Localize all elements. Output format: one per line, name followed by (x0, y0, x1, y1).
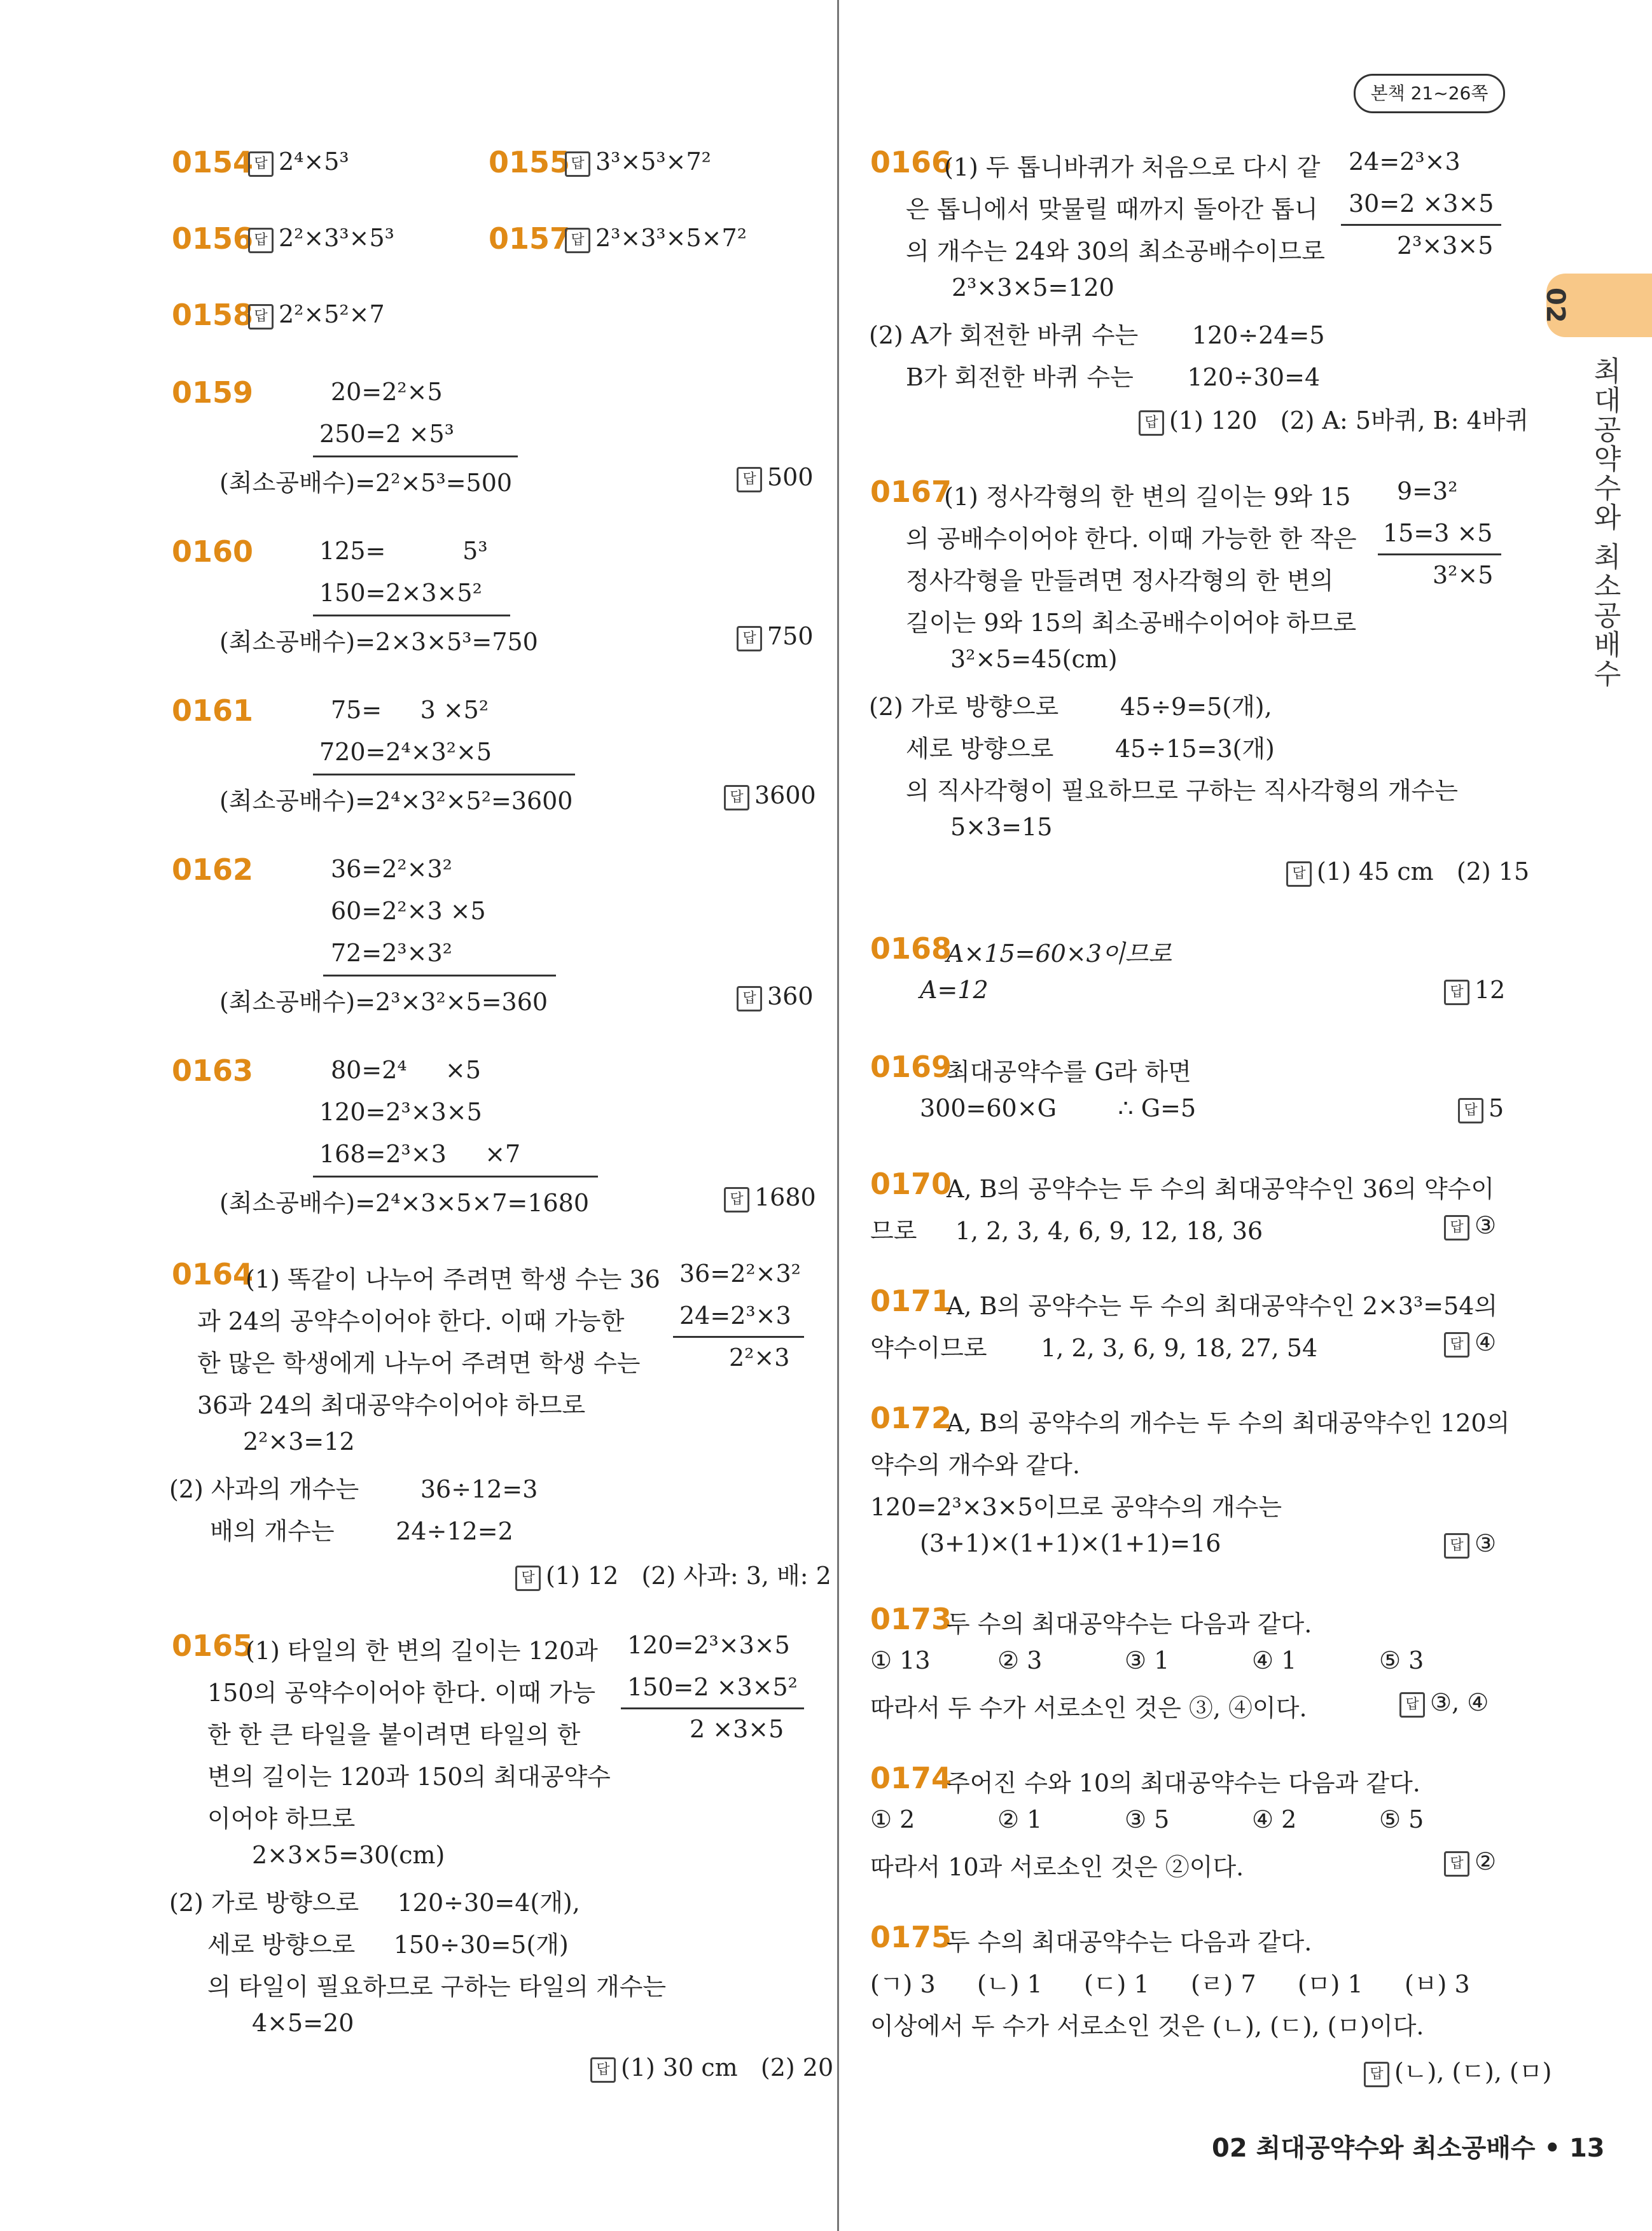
solution-text: 과 24의 공약수이어야 한다. 이때 가능한 (197, 1307, 625, 1335)
factor-line: 36=2²×3² (331, 855, 452, 883)
rule-line (313, 455, 518, 457)
solution-text: (1) 타일의 한 변의 길이는 120과 (246, 1637, 598, 1665)
answer-icon: 답 (1444, 1332, 1469, 1358)
solution-text: 150의 공약수이어야 한다. 이때 가능 (207, 1679, 596, 1707)
solution-text: 의 개수는 24와 30의 최소공배수이므로 (906, 237, 1325, 265)
answer-text: 2²×3³×5³ (279, 224, 394, 252)
option-item: ① 13 (870, 1646, 931, 1674)
answer-icon: 답 (1399, 1692, 1425, 1718)
answer-line (737, 982, 814, 1011)
rule-line (313, 774, 575, 775)
problem-number: 0163 (172, 1053, 254, 1088)
answer-text: 360 (767, 982, 814, 1010)
answer-text: (1) 45 cm (2) 15 (1317, 858, 1530, 886)
factor-line: 720=2⁴×3²×5 (319, 738, 492, 766)
solution-text: 의 타일이 필요하므로 구하는 타일의 개수는 (207, 1973, 667, 2001)
solution-text: 약수의 개수와 같다. (870, 1451, 1080, 1479)
option-item: ④ 2 (1252, 1805, 1297, 1833)
chapter-tab-title: 최대공약수와 최소공배수 (1588, 356, 1621, 688)
result-line: (최소공배수)=2×3×5³=750 (219, 628, 538, 656)
solution-text: A=12 (920, 976, 989, 1004)
answer-text: 3600 (754, 781, 816, 809)
answer-line (1444, 1211, 1496, 1241)
solution-text: 배의 개수는 24÷12=2 (210, 1517, 513, 1545)
answer-line (248, 224, 394, 253)
answer-text: 2³×3³×5×7² (595, 224, 747, 252)
solution-text: 의 공배수이어야 한다. 이때 가능한 한 작은 (906, 525, 1357, 553)
answer-icon: 답 (724, 785, 749, 810)
factor-line: 60=2²×3 ×5 (331, 897, 486, 925)
solution-text: (2) A가 회전한 바퀴 수는 120÷24=5 (869, 321, 1325, 349)
answer-text: (1) 120 (2) A: 5바퀴, B: 4바퀴 (1169, 407, 1529, 434)
solution-text: 최대공약수를 G라 하면 (947, 1058, 1191, 1086)
solution-text: B가 회전한 바퀴 수는 120÷30=4 (906, 363, 1321, 391)
solution-text: 길이는 9와 15의 최소공배수이어야 하므로 (906, 609, 1357, 637)
answer-icon: 답 (565, 151, 590, 177)
answer-icon: 답 (737, 467, 762, 492)
problem-number: 0175 (870, 1920, 952, 1954)
page-footer: 02 최대공약수와 최소공배수 • 13 (1212, 2134, 1605, 2163)
solution-text: 36과 24의 최대공약수이어야 하므로 (197, 1391, 586, 1419)
solution-text: 한 많은 학생에게 나누어 주려면 학생 수는 (197, 1349, 641, 1377)
answer-icon: 답 (724, 1187, 749, 1213)
solution-text: 2³×3×5=120 (952, 274, 1114, 302)
solution-text: 은 톱니에서 맞물릴 때까지 돌아간 톱니 (906, 195, 1318, 223)
factor-line: 30=2 ×3×5 (1349, 190, 1494, 218)
answer-icon: 답 (1444, 1533, 1469, 1559)
problem-number: 0167 (870, 475, 952, 509)
solution-text: 이어야 하므로 (207, 1805, 356, 1833)
option-item: ⑤ 5 (1379, 1805, 1424, 1833)
answer-line (248, 148, 349, 177)
option-item: ① 2 (870, 1805, 915, 1833)
answer-text: ② (1475, 1847, 1497, 1875)
answer-text: 2⁴×5³ (279, 148, 349, 176)
problem-number: 0169 (870, 1050, 952, 1084)
answer-icon: 답 (565, 228, 590, 253)
answer-line (1444, 1529, 1496, 1559)
answer-line (1458, 1094, 1504, 1123)
factor-line: 2 ×3×5 (690, 1715, 784, 1743)
rule-line (621, 1707, 804, 1709)
answer-icon: 답 (737, 986, 762, 1011)
result-line: (최소공배수)=2³×3²×5=360 (219, 988, 548, 1016)
rule-line (313, 1176, 598, 1178)
option-item: ④ 1 (1252, 1646, 1297, 1674)
answer-line (1399, 1688, 1489, 1718)
solution-text: (1) 두 톱니바퀴가 처음으로 다시 같 (944, 153, 1321, 181)
page-reference-badge: 본책 21~26쪽 (1354, 74, 1505, 113)
solution-text: 5×3=15 (950, 813, 1053, 841)
solution-text: (1) 정사각형의 한 변의 길이는 9와 15 (944, 483, 1351, 511)
answer-text: 12 (1475, 976, 1506, 1004)
option-item: (ㅁ) 1 (1298, 1970, 1363, 1998)
answer-text: ③ (1475, 1211, 1497, 1239)
factor-line: 80=2⁴ ×5 (331, 1056, 482, 1084)
solution-text: 의 직사각형이 필요하므로 구하는 직사각형의 개수는 (906, 777, 1458, 805)
problem-number: 0155 (489, 145, 571, 179)
answer-text: 500 (767, 463, 814, 491)
answer-icon: 답 (1444, 1851, 1469, 1877)
rule-line (1341, 224, 1501, 226)
answer-text: 3³×5³×7² (595, 148, 711, 176)
answer-line (737, 463, 814, 492)
result-line: (최소공배수)=2⁴×3×5×7=1680 (219, 1189, 590, 1217)
solution-text: A, B의 공약수는 두 수의 최대공약수인 36의 약수이 (947, 1175, 1495, 1203)
solution-text: 정사각형을 만들려면 정사각형의 한 변의 (906, 567, 1334, 595)
problem-number: 0157 (489, 221, 571, 256)
answer-line (1139, 401, 1529, 436)
problem-number: 0164 (172, 1257, 254, 1291)
problem-number: 0156 (172, 221, 254, 256)
option-item: ③ 1 (1125, 1646, 1170, 1674)
result-line: (최소공배수)=2⁴×3²×5²=3600 (219, 787, 573, 815)
rule-line (673, 1336, 804, 1338)
solution-text: 약수이므로 1, 2, 3, 6, 9, 18, 27, 54 (870, 1334, 1318, 1362)
solution-text: 3²×5=45(cm) (950, 645, 1118, 673)
option-item: (ㅂ) 3 (1405, 1970, 1470, 1998)
solution-text: (2) 가로 방향으로 45÷9=5(개), (869, 693, 1272, 721)
answer-icon: 답 (515, 1566, 541, 1591)
solution-text: 세로 방향으로 45÷15=3(개) (906, 735, 1275, 763)
factor-line: 72=2³×3² (331, 939, 452, 967)
solution-text: (1) 똑같이 나누어 주려면 학생 수는 36 (246, 1265, 660, 1293)
problem-number: 0159 (172, 375, 254, 410)
factor-line: 9=3² (1397, 477, 1458, 505)
solution-text: A, B의 공약수의 개수는 두 수의 최대공약수인 120의 (947, 1409, 1510, 1437)
answer-text: (1) 30 cm (2) 20 (621, 2054, 834, 2082)
answer-line (724, 781, 816, 810)
option-item: ⑤ 3 (1379, 1646, 1424, 1674)
answer-icon: 답 (590, 2057, 616, 2083)
answer-icon: 답 (248, 304, 274, 330)
rule-line (313, 615, 510, 616)
option-item: (ㄱ) 3 (870, 1970, 936, 1998)
problem-number: 0166 (870, 145, 952, 179)
answer-line (737, 622, 814, 651)
answer-icon: 답 (1444, 1215, 1469, 1241)
answer-line (1444, 1847, 1496, 1877)
answer-text: 1680 (754, 1183, 816, 1211)
solution-text: 변의 길이는 120과 150의 최대공약수 (207, 1763, 611, 1791)
factor-line: 24=2³×3 (1349, 148, 1461, 176)
factor-line: 36=2²×3² (679, 1260, 801, 1288)
answer-text: (ㄴ), (ㄷ), (ㅁ) (1394, 2058, 1552, 2086)
solution-text: 4×5=20 (252, 2009, 354, 2037)
factor-line: 24=2³×3 (679, 1302, 791, 1330)
answer-line (1444, 1328, 1496, 1358)
solution-text: 두 수의 최대공약수는 다음과 같다. (947, 1610, 1312, 1638)
problem-number: 0165 (172, 1629, 254, 1663)
factor-line: 20=2²×5 (331, 378, 443, 406)
answer-text: ③ (1475, 1529, 1497, 1557)
option-item: ② 1 (997, 1805, 1043, 1833)
factor-line: 3²×5 (1433, 561, 1494, 589)
problem-number: 0154 (172, 145, 254, 179)
problem-number: 0161 (172, 693, 254, 728)
factor-line: 15=3 ×5 (1383, 519, 1493, 547)
problem-number: 0168 (870, 931, 952, 966)
solution-text: 따라서 10과 서로소인 것은 ②이다. (870, 1853, 1244, 1881)
solution-text: 이상에서 두 수가 서로소인 것은 (ㄴ), (ㄷ), (ㅁ)이다. (870, 2012, 1424, 2040)
problem-number: 0172 (870, 1401, 952, 1435)
answer-line (248, 300, 385, 330)
answer-icon: 답 (1458, 1098, 1483, 1123)
solution-text: 120=2³×3×5이므로 공약수의 개수는 (870, 1493, 1282, 1521)
solution-text: 2²×3=12 (243, 1428, 355, 1456)
factor-line: 120=2³×3×5 (319, 1098, 482, 1126)
solution-text: 세로 방향으로 150÷30=5(개) (207, 1931, 569, 1959)
factor-line: 125= 5³ (319, 537, 488, 565)
answer-line (565, 224, 747, 253)
solution-text: 따라서 두 수가 서로소인 것은 ③, ④이다. (870, 1694, 1307, 1722)
solution-text: (3+1)×(1+1)×(1+1)=16 (920, 1529, 1221, 1557)
answer-line (724, 1183, 816, 1213)
option-item: ② 3 (997, 1646, 1043, 1674)
option-item: (ㄴ) 1 (977, 1970, 1043, 1998)
factor-line: 150=2×3×5² (319, 579, 482, 607)
solution-text: 한 한 큰 타일을 붙이려면 타일의 한 (207, 1721, 581, 1749)
answer-icon: 답 (248, 228, 274, 253)
rule-line (1378, 553, 1501, 555)
solution-text: (2) 사과의 개수는 36÷12=3 (169, 1475, 538, 1503)
solution-text: 주어진 수와 10의 최대공약수는 다음과 같다. (947, 1769, 1420, 1797)
answer-icon: 답 (1364, 2062, 1389, 2087)
answer-text: ③, ④ (1430, 1688, 1489, 1716)
answer-icon: 답 (248, 151, 274, 177)
problem-number: 0170 (870, 1167, 952, 1201)
answer-text: (1) 12 (2) 사과: 3, 배: 2 (546, 1562, 831, 1590)
solution-text: A×15=60×3이므로 (947, 940, 1172, 968)
answer-icon: 답 (737, 626, 762, 651)
rule-line (323, 975, 556, 976)
solution-text: 300=60×G ∴ G=5 (920, 1094, 1197, 1122)
factor-line: 120=2³×3×5 (627, 1631, 790, 1659)
problem-number: 0171 (870, 1284, 952, 1318)
column-divider (837, 0, 839, 2231)
chapter-tab-number: 02 (1541, 288, 1570, 323)
factor-line: 75= 3 ×5² (331, 696, 489, 724)
option-item: (ㄷ) 1 (1084, 1970, 1149, 1998)
problem-number: 0162 (172, 852, 254, 887)
option-item: (ㄹ) 7 (1191, 1970, 1256, 1998)
factor-line: 250=2 ×5³ (319, 420, 454, 448)
answer-icon: 답 (1286, 861, 1312, 887)
answer-text: 5 (1489, 1094, 1504, 1122)
problem-number: 0160 (172, 534, 254, 569)
factor-line: 150=2 ×3×5² (627, 1673, 798, 1701)
result-line: (최소공배수)=2²×5³=500 (219, 469, 513, 497)
solution-text: 두 수의 최대공약수는 다음과 같다. (947, 1928, 1312, 1956)
factor-line: 2²×3 (729, 1344, 790, 1372)
answer-line (1444, 976, 1505, 1005)
problem-number: 0174 (870, 1761, 952, 1795)
problem-number: 0158 (172, 298, 254, 332)
solution-text: 2×3×5=30(cm) (252, 1841, 445, 1869)
answer-line (1364, 2052, 1551, 2087)
answer-text: 2²×5²×7 (279, 300, 385, 328)
answer-text: ④ (1475, 1328, 1497, 1356)
answer-line (515, 1556, 831, 1591)
problem-number: 0173 (870, 1602, 952, 1636)
option-item: ③ 5 (1125, 1805, 1170, 1833)
solution-text: (2) 가로 방향으로 120÷30=4(개), (169, 1889, 580, 1917)
answer-line (590, 2054, 833, 2083)
answer-text: 750 (767, 622, 814, 650)
answer-icon: 답 (1444, 980, 1469, 1005)
answer-line (565, 148, 711, 177)
factor-line: 2³×3×5 (1397, 232, 1494, 260)
solution-text: A, B의 공약수는 두 수의 최대공약수인 2×3³=54의 (947, 1292, 1498, 1320)
solution-text: 므로 1, 2, 3, 4, 6, 9, 12, 18, 36 (870, 1217, 1263, 1245)
answer-line (1286, 858, 1529, 887)
factor-line: 168=2³×3 ×7 (319, 1140, 521, 1168)
answer-icon: 답 (1139, 410, 1164, 436)
